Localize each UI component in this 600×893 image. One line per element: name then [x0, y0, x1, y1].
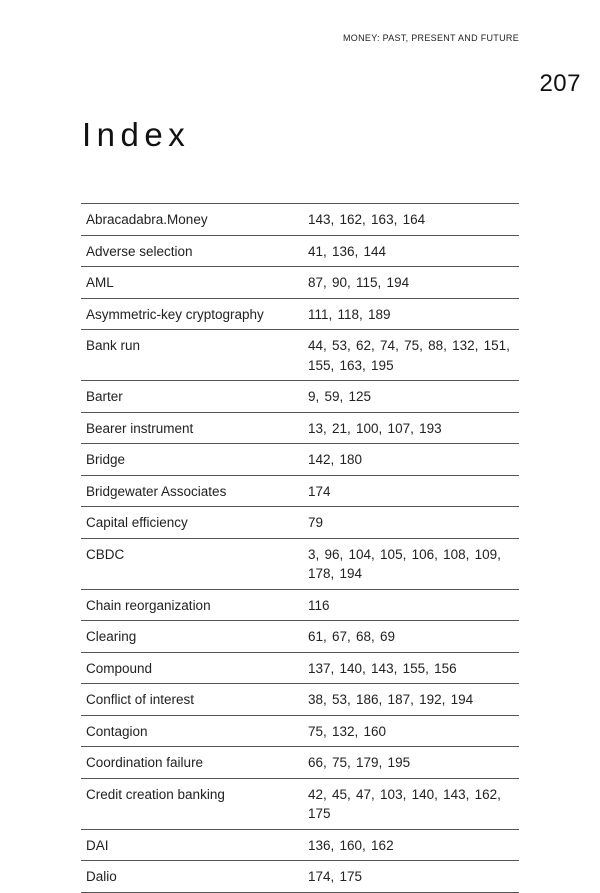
- index-row: [81, 861, 519, 893]
- index-term: Contagion: [81, 715, 304, 747]
- index-term: Bridge: [81, 444, 304, 476]
- index-table: [81, 203, 519, 893]
- index-term: Bearer instrument: [81, 412, 304, 444]
- index-pages: 61, 67, 68, 69: [304, 621, 519, 653]
- index-pages: 66, 75, 179, 195: [304, 747, 519, 779]
- page-number: 207: [539, 70, 581, 97]
- index-pages: 9, 59, 125: [304, 381, 519, 413]
- index-row: [81, 204, 519, 236]
- index-pages: 174: [304, 475, 519, 507]
- index-term: Bank run: [81, 330, 304, 381]
- index-pages: 42, 45, 47, 103, 140, 143, 162, 175: [304, 778, 519, 829]
- index-term: CBDC: [81, 538, 304, 589]
- index-pages: 142, 180: [304, 444, 519, 476]
- index-row: [81, 684, 519, 716]
- index-row: [81, 235, 519, 267]
- index-pages: 137, 140, 143, 155, 156: [304, 652, 519, 684]
- index-term: Clearing: [81, 621, 304, 653]
- index-row: [81, 747, 519, 779]
- index-pages: 111, 118, 189: [304, 298, 519, 330]
- index-term: Conflict of interest: [81, 684, 304, 716]
- index-pages: 136, 160, 162: [304, 829, 519, 861]
- index-row: [81, 829, 519, 861]
- index-pages: 3, 96, 104, 105, 106, 108, 109, 178, 194: [304, 538, 519, 589]
- index-term: Asymmetric-key cryptography: [81, 298, 304, 330]
- index-term: Adverse selection: [81, 235, 304, 267]
- index-row: [81, 444, 519, 476]
- index-row: [81, 298, 519, 330]
- index-pages: 44, 53, 62, 74, 75, 88, 132, 151, 155, 163, 195: [304, 330, 519, 381]
- index-pages: 13, 21, 100, 107, 193: [304, 412, 519, 444]
- index-row: [81, 330, 519, 381]
- page-title: Index: [82, 116, 191, 153]
- index-row: [81, 652, 519, 684]
- index-pages: 116: [304, 589, 519, 621]
- index-row: [81, 621, 519, 653]
- index-term: Compound: [81, 652, 304, 684]
- index-row: [81, 507, 519, 539]
- index-term: DAI: [81, 829, 304, 861]
- index-row: [81, 715, 519, 747]
- index-term: Abracadabra.Money: [81, 204, 304, 236]
- index-pages: 41, 136, 144: [304, 235, 519, 267]
- index-row: [81, 475, 519, 507]
- index-term: Bridgewater Associates: [81, 475, 304, 507]
- index-row: [81, 589, 519, 621]
- index-row: [81, 412, 519, 444]
- index-term: Coordination failure: [81, 747, 304, 779]
- index-row: [81, 381, 519, 413]
- index-row: [81, 778, 519, 829]
- index-pages: 79: [304, 507, 519, 539]
- index-row: [81, 538, 519, 589]
- index-pages: 143, 162, 163, 164: [304, 204, 519, 236]
- index-pages: 75, 132, 160: [304, 715, 519, 747]
- index-term: Dalio: [81, 861, 304, 893]
- index-term: Barter: [81, 381, 304, 413]
- index-term: Capital efficiency: [81, 507, 304, 539]
- index-term: Credit creation banking: [81, 778, 304, 829]
- index-term: Chain reorganization: [81, 589, 304, 621]
- index-pages: 174, 175: [304, 861, 519, 893]
- index-term: AML: [81, 267, 304, 299]
- index-pages: 87, 90, 115, 194: [304, 267, 519, 299]
- index-row: [81, 267, 519, 299]
- index-pages: 38, 53, 186, 187, 192, 194: [304, 684, 519, 716]
- running-head: MONEY: PAST, PRESENT AND FUTURE: [343, 33, 519, 43]
